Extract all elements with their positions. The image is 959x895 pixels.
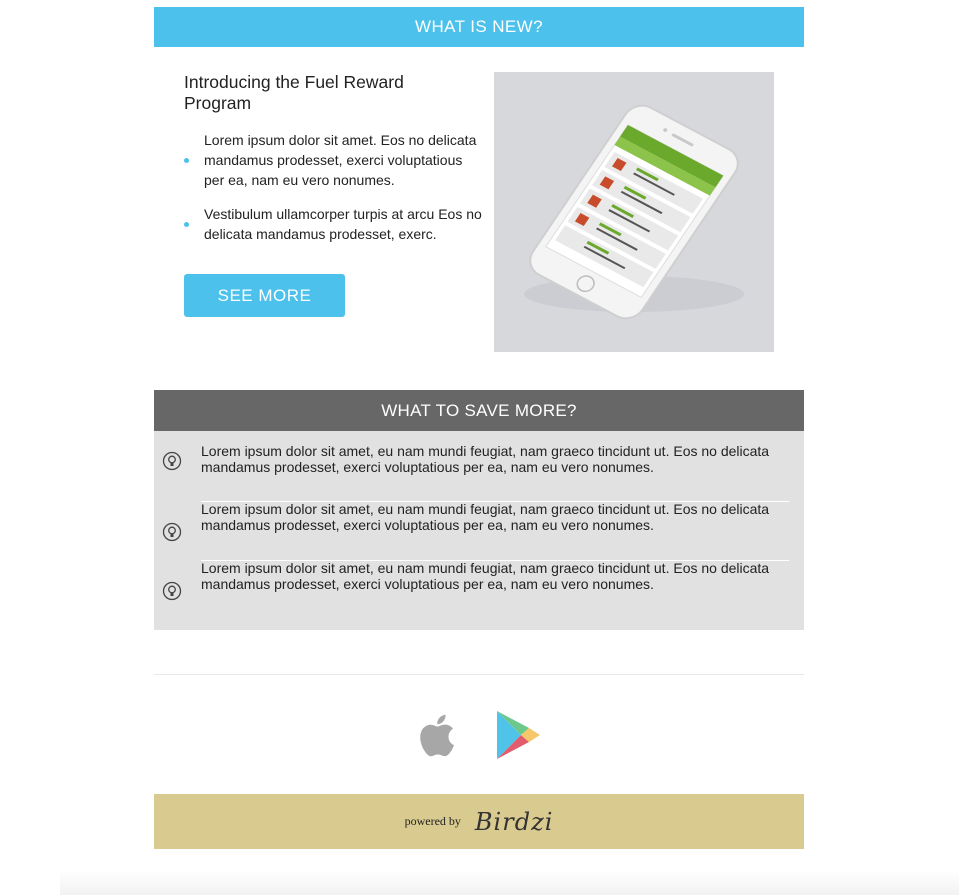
lightbulb-icon	[162, 581, 182, 601]
feature-bullet-list	[184, 130, 484, 258]
powered-by-label: powered by	[404, 814, 461, 828]
save-tip-text: Lorem ipsum dolor sit amet, eu nam mundi feugiat, nam graeco tincidunt ut. Eos no delicata mandamus prodesset, exerci voluptatious per ea, nam eu vero nonumes.	[201, 501, 770, 533]
lightbulb-icon	[162, 451, 182, 471]
apple-icon[interactable]	[418, 709, 462, 761]
save-more-header: WHAT TO SAVE MORE?	[154, 390, 804, 431]
page-bottom-shadow	[60, 870, 959, 895]
see-more-button[interactable]: SEE MORE	[184, 274, 345, 317]
lightbulb-icon	[162, 522, 182, 542]
whats-new-header: WHAT IS NEW?	[154, 7, 804, 47]
feature-bullet	[184, 130, 484, 190]
intro-title: Introducing the Fuel Reward Program	[184, 72, 404, 113]
phone-app-image	[494, 72, 774, 352]
google-play-icon[interactable]	[495, 709, 541, 761]
divider	[154, 674, 804, 675]
save-tip-item	[154, 502, 804, 561]
save-tips-panel	[154, 431, 804, 630]
save-tip-item	[154, 431, 804, 490]
feature-bullet	[184, 204, 484, 244]
phone-mockup-illustration	[494, 72, 774, 352]
birdzi-logo[interactable]: Birdzi	[474, 807, 554, 836]
bullet-dot-icon	[184, 158, 189, 163]
feature-bullet-text: Lorem ipsum dolor sit amet. Eos no delicata mandamus prodesset, exerci voluptatious per ea, nam eu vero nonumes.	[204, 132, 477, 188]
bullet-dot-icon	[184, 222, 189, 227]
save-tip-text: Lorem ipsum dolor sit amet, eu nam mundi feugiat, nam graeco tincidunt ut. Eos no delicata mandamus prodesset, exerci voluptatious per ea, nam eu vero nonumes.	[201, 443, 770, 475]
save-tip-item	[154, 561, 804, 620]
powered-by-footer	[154, 794, 804, 849]
save-tip-text: Lorem ipsum dolor sit amet, eu nam mundi feugiat, nam graeco tincidunt ut. Eos no delicata mandamus prodesset, exerci voluptatious per ea, nam eu vero nonumes.	[201, 560, 770, 592]
feature-bullet-text: Vestibulum ullamcorper turpis at arcu Eos no delicata mandamus prodesset, exerc.	[204, 206, 482, 242]
